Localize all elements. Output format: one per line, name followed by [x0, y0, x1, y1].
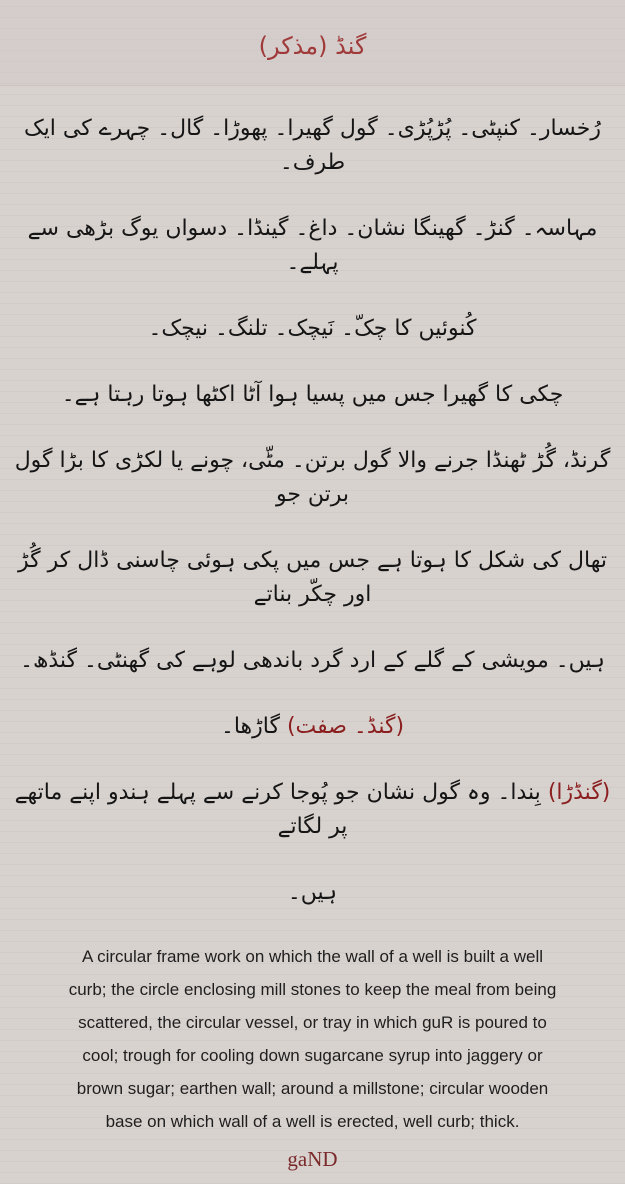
gandra-entry [14, 760, 611, 860]
urdu-definition-line: کُنوئیں کا چکّ۔ نَیچک۔ تلنگ۔ نیچک۔ [148, 316, 477, 341]
header-band [0, 0, 625, 86]
adjective-label: (گنڈ۔ صفت) [286, 714, 405, 739]
urdu-definition-line: گرنڈ، گُڑ ٹھنڈا جرنے والا گول برتن۔ مٹّی، چونے یا لکڑی کا بڑا گول برتن جو [14, 448, 611, 507]
gandra-continuation: ہیں۔ [287, 880, 338, 905]
transliteration: gaND [287, 1147, 338, 1171]
urdu-definition-line: چکی کا گھیرا جس میں پسیا ہوا آٹا اکٹھا ہوتا رہتا ہے۔ [61, 382, 564, 407]
urdu-definition-line: رُخسار۔ کنپٹی۔ پُڑپُڑی۔ گول گھیرا۔ پھوڑا۔ گال۔ چہرے کی ایک طرف۔ [23, 116, 602, 175]
adjective-entry [14, 694, 611, 760]
headword-title: گنڈ (مذکر) [258, 32, 367, 60]
english-line: scattered, the circular vessel, or tray in which guR is poured to [78, 1013, 547, 1032]
english-line: cool; trough for cooling down sugarcane syrup into jaggery or [82, 1046, 543, 1065]
english-line: base on which wall of a well is erected, well curb; thick. [105, 1112, 520, 1131]
urdu-definitions [0, 86, 625, 926]
urdu-definition-line: تھال کی شکل کا ہوتا ہے جس میں پکی ہوئی چاسنی ڈال کر گُڑ اور چکّر بناتے [18, 548, 607, 607]
urdu-definition-line: مہاسہ۔ گنڑ۔ گھینگا نشان۔ داغ۔ گینڈا۔ دسواں یوگ بڑھی سے پہلے۔ [27, 216, 598, 275]
english-definition [20, 940, 605, 1138]
english-line: A circular frame work on which the wall of a well is built a well [81, 947, 544, 966]
gandra-label: (گنڈڑا) [547, 780, 611, 805]
adjective-text: گاڑھا۔ [220, 714, 280, 739]
gandra-text: بِندا۔ وہ گول نشان جو پُوجا کرنے سے پہلے ہندو اپنے ماتھے پر لگاتے [14, 780, 541, 839]
urdu-definition-line: ہیں۔ مویشی کے گلے کے ارد گرد باندھی لوہے کی گھنٹی۔ گنڈھ۔ [20, 648, 605, 673]
english-line: curb; the circle enclosing mill stones to keep the meal from being [68, 980, 557, 999]
english-line: brown sugar; earthen wall; around a millstone; circular wooden [76, 1079, 549, 1098]
